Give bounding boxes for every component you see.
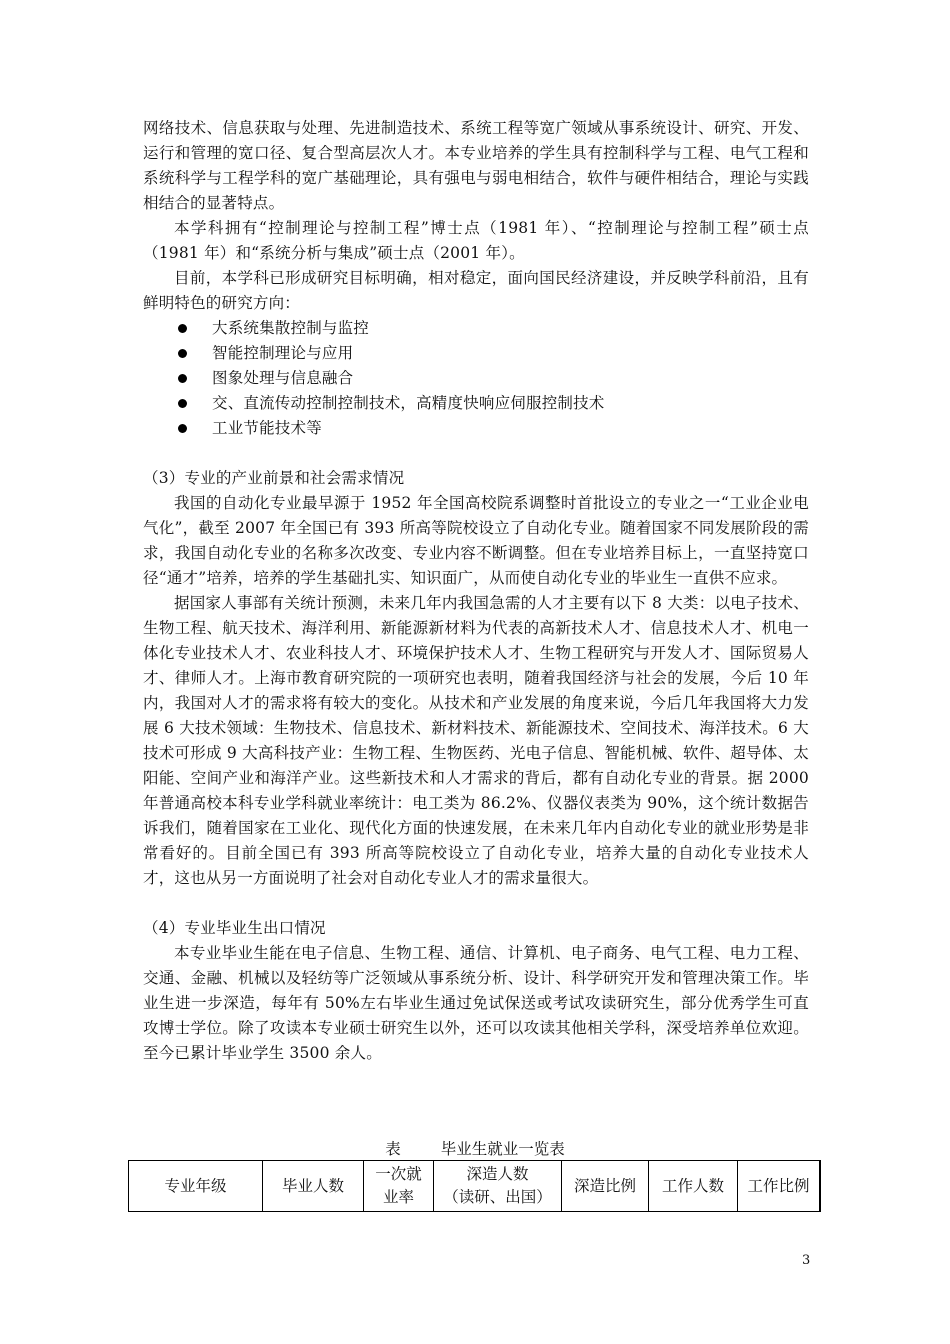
research-direction-list: [143, 316, 809, 441]
bullet-icon: [178, 399, 187, 408]
bullet-icon: [178, 349, 187, 358]
col-header-employed: 工作人数: [649, 1161, 738, 1212]
paragraph-research-directions: 目前，本学科已形成研究目标明确，相对稳定，面向国民经济建设，并反映学科前沿，且有鲜明特色的研究方向：: [143, 269, 809, 312]
section-heading-graduate-outlets: （4）专业毕业生出口情况: [143, 919, 326, 937]
list-item: 工业节能技术等: [143, 416, 809, 441]
paragraph-talent-demand: 据国家人事部有关统计预测，未来几年内我国急需的人才主要有以下 8 大类：以电子技术、生物工程、航天技术、海洋利用、新能源新材料为代表的高新技术人才、信息技术人才、机电一体化专业技术人才、农业科技人才、环境保护技术人才、生物工程研究与开发人才、国际贸易人才、律师人才。上海市教育研究院的一项研究也表明，随着我国经济与社会的发展，今后 10 年内，我国对人才的需求将有较大的变化。从技术和产业发展的角度来说，今后几年我国将大力发展 6 大技术领域：生物技术、信息技术、新材料技术、新能源技术、空间技术、海洋技术。6 大技术可形成 9 大高科技产业：生物工程、生物医药、光电子信息、智能机械、软件、超导体、太阳能、空间产业和海洋产业。这些新技术和人才需求的背后，都有自动化专业的背景。据 2000 年普通高校本科专业学科就业率统计：电工类为 86.2%、仪器仪表类为 90%，这个统计数据告诉我们，随着国家在工业化、现代化方面的快速发展，在未来几年内自动化专业的就业形势是非常看好的。目前全国已有 393 所高等院校设立了自动化专业，培养大量的自动化专业技术人才，这也从另一方面说明了社会对自动化专业人才的需求量很大。: [143, 594, 809, 887]
list-item: 智能控制理论与应用: [143, 341, 809, 366]
bullet-icon: [178, 374, 187, 383]
col-header-grade: 专业年级: [129, 1161, 263, 1212]
page-number: 3: [802, 1253, 811, 1268]
col-header-further-study: 深造人数 （读研、出国）: [434, 1161, 562, 1212]
list-item: 大系统集散控制与监控: [143, 316, 809, 341]
col-header-employed-ratio: 工作比例: [738, 1161, 821, 1212]
paragraph-degree-points: 本学科拥有“控制理论与控制工程”博士点（1981 年）、“控制理论与控制工程”硕士点（1981 年）和“系统分析与集成”硕士点（2001 年）。: [143, 219, 809, 262]
paragraph-history: 我国的自动化专业最早源于 1952 年全国高校院系调整时首批设立的专业之一“工业企业电气化”，截至 2007 年全国已有 393 所高等院校设立了自动化专业。随着国家不同发展阶段的需求，我国自动化专业的名称多次改变、专业内容不断调整。但在专业培养目标上，一直坚持宽口径“通才”培养，培养的学生基础扎实、知识面广，从而使自动化专业的毕业生一直供不应求。: [143, 494, 809, 587]
section-heading-industry-prospects: （3）专业的产业前景和社会需求情况: [143, 469, 405, 487]
paragraph-training-goals: 网络技术、信息获取与处理、先进制造技术、系统工程等宽广领域从事系统设计、研究、开发、运行和管理的宽口径、复合型高层次人才。本专业培养的学生具有控制科学与工程、电气工程和系统科学与工程学科的宽广基础理论，具有强电与弱电相结合，软件与硬件相结合，理论与实践相结合的显著特点。: [143, 119, 809, 212]
paragraph-graduate-outlets: 本专业毕业生能在电子信息、生物工程、通信、计算机、电子商务、电气工程、电力工程、交通、金融、机械以及轻纺等广泛领域从事系统分析、设计、科学研究开发和管理决策工作。毕业生进一步深造，每年有 50%左右毕业生通过免试保送或考试攻读研究生，部分优秀学生可直攻博士学位。除了攻读本专业硕士研究生以外，还可以攻读其他相关学科，深受培养单位欢迎。至今已累计毕业学生 3500 余人。: [143, 944, 809, 1062]
list-item: 图象处理与信息融合: [143, 366, 809, 391]
graduate-employment-table: [128, 1160, 821, 1212]
col-header-graduates: 毕业人数: [263, 1161, 364, 1212]
bullet-icon: [178, 324, 187, 333]
col-header-first-rate: 一次就 业率: [364, 1161, 434, 1212]
bullet-icon: [178, 424, 187, 433]
table-caption: 表 毕业生就业一览表: [385, 1140, 565, 1158]
col-header-further-ratio: 深造比例: [562, 1161, 649, 1212]
list-item: 交、直流传动控制控制技术，高精度快响应伺服控制技术: [143, 391, 809, 416]
body-content: [143, 116, 809, 1066]
table-header-row: [129, 1161, 821, 1212]
